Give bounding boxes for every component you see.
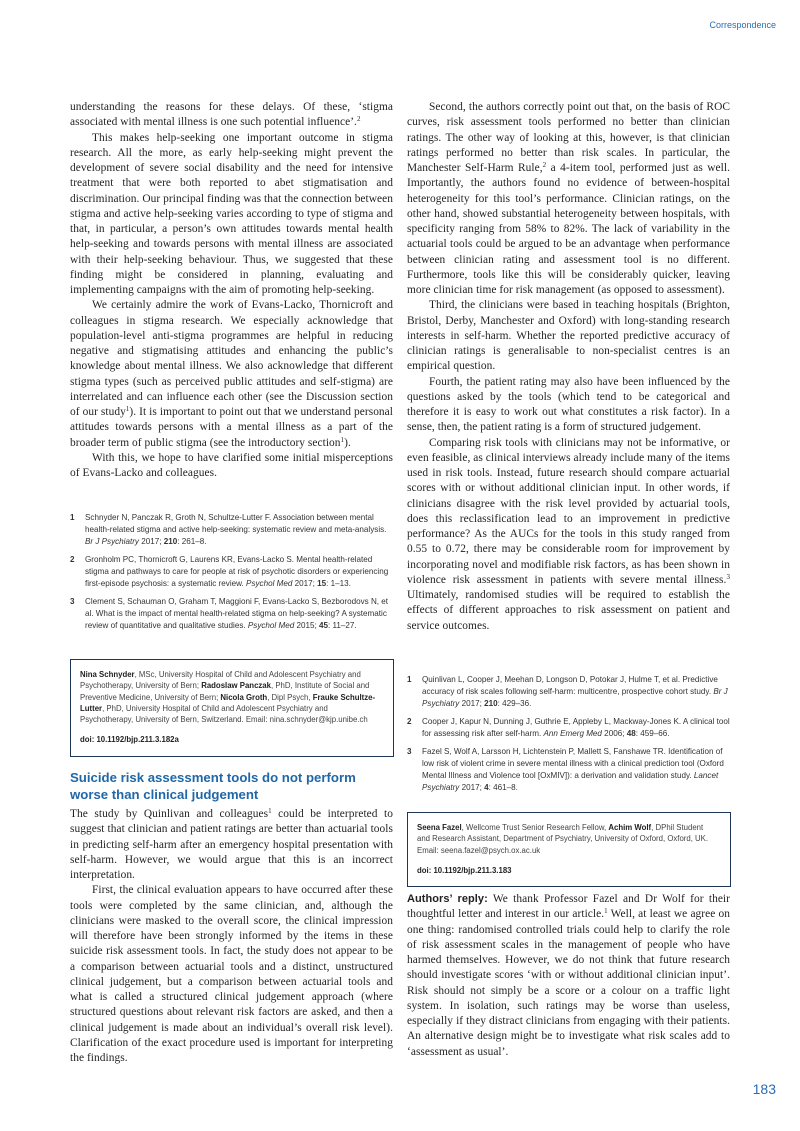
text-run: a 4-item tool, performed just as well. Importantly, the authors found no evidence of between-hospital heterogeneity for this tool’s performance. Clinician ratings, on the other hand, showed substantial heterogeneity between hospitals, with specificity ranging from 58% to 82%. The lack of variability in the actuarial tools could be argued to be an advantage when performance between clinician rating and assessment tool is no different. Furthermore, tools like this will be considerably quicker, leaving more clinician time for risk management (as opposed to assessment). xyxy=(407,162,730,296)
reference-part: Lancet Psychiatry xyxy=(422,771,719,792)
reference-part: 2017; xyxy=(459,699,485,708)
right-author-box xyxy=(407,812,731,887)
text-run: Fourth, the patient rating may also have been influenced by the questions asked by the tools (which tend to be categorical and therefore it is easy to work out what constitutes a risk factor). In a sense, then, the patient rating is a form of structured judgement. xyxy=(407,375,730,434)
reference-item xyxy=(407,674,730,710)
author-name: Achim Wolf xyxy=(608,823,652,832)
right-body-text xyxy=(407,100,730,634)
left-body-text xyxy=(70,100,393,481)
citation-superscript: 1 xyxy=(268,807,272,815)
reference-text xyxy=(422,746,730,794)
text-run: We certainly admire the work of Evans-Lacko, Thornicroft and colleagues in stigma research. We especially acknowledge that population-level anti-stigma programmes are helpful in reducing negative and stigmatising attitudes and enhancing the public’s knowledge about mental illness. We also acknowledge that different stigma types (such as perceived public attitudes and self-stigma) are interrelated and can influence each other (see the Discussion section of our study xyxy=(70,299,393,418)
reference-part: 15 xyxy=(317,579,327,588)
text-run: ). xyxy=(344,436,351,449)
page-number: 183 xyxy=(752,1081,776,1097)
reference-item xyxy=(70,554,393,590)
reference-part: 48 xyxy=(626,729,636,738)
text-run: We thank Professor Fazel and Dr Wolf for their thoughtful letter and interest in our article. xyxy=(407,893,730,921)
reference-part: 2015; xyxy=(294,621,319,630)
text-run: First, the clinical evaluation appears to have occurred after these tools were completed by the same clinician, and, although the clinicians were masked to the overall score, the clinical impression will therefore have been strongly informed by the items in these suicide risk assessment tools. In fact, the study does not appear to be a comparison between actuarial tools and a distinct, unstructured clinical judgement, but a comparison between actuarial tools and what is called a structured clinical judgement approach (where structured questions about relevant risk factors are asked, and then a clinical judgement is made about an individual’s overall risk level). Clarification of the exact procedure used is important for interpreting the findings. xyxy=(70,884,393,1064)
article-title: Suicide risk assessment tools do not perform worse than clinical judgement xyxy=(70,770,356,802)
article-body-left xyxy=(70,807,393,1066)
reference-number: 3 xyxy=(70,597,75,606)
reference-text xyxy=(422,674,730,710)
author-name: Frauke Schultze-Lutter xyxy=(80,692,376,713)
reference-item xyxy=(70,512,393,548)
reply-text xyxy=(407,893,730,1058)
text-run: Well, at least we agree on one thing: randomised controlled trials could help to clarify the role of risk assessment scales in the management of people who have harmed themselves. However, we do not think that future research should investigate scores ‘with or without additional clinician input’. Risk should not simply be a score or a colour on a traffic light system. In isolation, such ratings may be worse than useless, especially if they distract clinicians from engaging with their patients. An alternative design might be to investigate what risk scales add to ‘assessment as usual’. xyxy=(407,908,730,1058)
author-affiliations xyxy=(80,669,381,725)
reference-part: 210 xyxy=(484,699,498,708)
reference-item xyxy=(407,716,730,740)
reply-lead: Authors’ reply: xyxy=(407,893,488,905)
text-run: , PhD, Institute of Social and Preventive Medicine, University of Bern; xyxy=(80,681,370,702)
right-references xyxy=(407,674,730,800)
reference-part: Br J Psychiatry xyxy=(422,687,728,708)
reference-part: 2006; xyxy=(601,729,627,738)
text-run: With this, we hope to have clarified some initial misperceptions of Evans-Lacko and colleagues. xyxy=(70,451,393,479)
reference-part: Clement S, Schauman O, Graham T, Maggioni F, Evans-Lacko S, Bezborodovs N, et al. What is the impact of mental health-related stigma on help-seeking? A systematic review of quantitative and qualitative studies. xyxy=(85,597,389,630)
paragraph xyxy=(70,131,393,299)
text-run: Second, the authors correctly point out that, on the basis of ROC curves, risk assessment tools performed no better than clinician ratings. The other way of looking at this, however, is that clinician ratings performed no better than risk scales. In particular, the Manchester Self-Harm Rule, xyxy=(407,101,730,174)
text-run: ). It is important to point out that we understand personal attitudes towards persons with a mental illness as a part of the broader term of public stigma (see the introductory section xyxy=(70,406,394,449)
reference-number: 2 xyxy=(70,555,75,564)
paragraph xyxy=(70,100,393,131)
reference-part: Br J Psychiatry xyxy=(85,537,139,546)
reference-text xyxy=(85,554,393,590)
citation-superscript: 1 xyxy=(125,405,130,413)
text-run: could be interpreted to suggest that clinician and patient ratings are better than actuarial tools in predicting self-harm after an emergency hospital presentation with self-harm. However, we would argue that this is an incorrect interpretation. xyxy=(70,808,394,881)
reference-part: : 459–66. xyxy=(635,729,670,738)
citation-superscript: 3 xyxy=(726,572,730,581)
author-name: Nicola Groth xyxy=(220,692,268,702)
left-references xyxy=(70,512,393,638)
citation-superscript: 1 xyxy=(340,435,345,444)
paragraph xyxy=(407,298,730,374)
reference-part: 2017; xyxy=(138,537,164,546)
text-run: Third, the clinicians were based in teaching hospitals (Brighton, Bristol, Derby, Manchester and Oxford) with long-standing research interests in self-harm. Whether the reported predictive accuracy of clinician ratings is generalisable to non-specialist centres is an empirical question. xyxy=(407,299,730,373)
reference-item xyxy=(407,746,730,794)
author-name: Radoslaw Panczak xyxy=(201,681,271,691)
reference-part: 2017; xyxy=(292,579,318,588)
reference-part: Gronholm PC, Thornicroft G, Laurens KR, Evans-Lacko S. Mental health-related stigma and pathways to care for people at risk of psychotic disorders or experiencing first-episode psychosis: a systematic review. xyxy=(85,555,389,588)
reference-part: Psychol Med xyxy=(247,621,295,630)
reference-part: 4 xyxy=(484,783,489,792)
reference-part: : 1–13. xyxy=(326,579,351,588)
reference-part: : 461–8. xyxy=(488,783,518,792)
reference-item xyxy=(70,596,393,632)
reference-number: 3 xyxy=(407,747,412,756)
reference-part: : 429–36. xyxy=(497,699,532,708)
reference-part: 2017; xyxy=(459,783,485,792)
reference-text xyxy=(85,596,393,632)
reference-number: 2 xyxy=(407,717,412,726)
reference-text xyxy=(422,716,730,740)
reference-number: 1 xyxy=(407,675,412,684)
citation-superscript: 2 xyxy=(356,115,361,124)
paragraph xyxy=(70,807,393,883)
reference-part: : 261–8. xyxy=(177,537,207,546)
doi[interactable]: doi: 10.1192/bjp.211.3.182a xyxy=(80,735,179,745)
text-run: Comparing risk tools with clinicians may not be informative, or even feasible, as clinical interviews already include many of the items used in risk tools. Instead, future research should compare actuarial scores with or without additional clinician input. In other words, if clinicians disagree with the risk level provided by actuarial tools, does this reclassification lead to an improvement in predictive performance? As the AUCs for the tools in this study ranged from 0.55 to 0.72, there may be considerable room for improvement by incorporating novel and modifiable risk factors, as has been shown in violence risk assessment in patients with severe mental illness. xyxy=(407,436,730,586)
section-header: Correspondence xyxy=(709,20,776,30)
author-name: Seena Fazel xyxy=(417,823,462,832)
text-run: , PhD, University Hospital of Child and Adolescent Psychiatry and Psychotherapy, University of Bern, Switzerland. Email: nina.schnyder@kjp.unibe.ch xyxy=(80,703,368,725)
text-run: , Wellcome Trust Senior Research Fellow, xyxy=(461,823,609,832)
reference-number: 1 xyxy=(70,513,75,522)
reference-part: : 11–27. xyxy=(328,621,357,630)
paragraph xyxy=(407,436,730,634)
author-name: Nina Schnyder xyxy=(80,670,135,679)
paragraph xyxy=(407,100,730,298)
paragraph xyxy=(70,451,393,482)
citation-superscript: 2 xyxy=(542,161,547,169)
text-run: , MSc, University Hospital of Child and Adolescent Psychiatry and Psychotherapy, University of Bern; xyxy=(80,670,361,691)
paragraph xyxy=(70,883,393,1066)
reference-part: 210 xyxy=(163,537,178,546)
author-affiliations xyxy=(417,822,718,856)
text-run: The study by Quinlivan and colleagues xyxy=(70,808,269,820)
reference-part: Ann Emerg Med xyxy=(543,729,602,738)
reference-part: Quinlivan L, Cooper J, Meehan D, Longson D, Potokar J, Hulme T, et al. Predictive accuracy of risk scales following self-harm: multicentre, prospective cohort study. xyxy=(422,675,718,696)
reference-part: Schnyder N, Panczak R, Groth N, Schultze-Lutter F. Association between mental health-related stigma and active help-seeking: systematic review and meta-analysis. xyxy=(85,513,387,534)
paragraph xyxy=(407,375,730,436)
paragraph xyxy=(70,298,393,451)
text-run: Ultimately, randomised studies will be required to establish the effects of different approaches to risk assessment on patient and service outcomes. xyxy=(407,589,730,632)
text-run: understanding the reasons for these delays. Of these, ‘stigma associated with mental illness is one such potential influence’. xyxy=(70,101,393,129)
reference-part: Fazel S, Wolf A, Larsson H, Lichtenstein P, Mallett S, Fanshawe TR. Identification of low risk of violent crime in severe mental illness with a clinical prediction tool (Oxford Mental Illness and Violence tool [OxMIV]): a derivation and validation study. xyxy=(422,747,724,780)
reference-part: 45 xyxy=(318,621,328,630)
text-run: , DPhil Student and Research Assistant, Department of Psychiatry, University of Oxford, Oxford, UK. Email: seena.fazel@psych.ox.ac.uk xyxy=(417,823,709,855)
authors-reply xyxy=(407,892,730,1060)
citation-superscript: 1 xyxy=(604,907,608,916)
left-author-box xyxy=(70,659,394,757)
reference-part: Psychol Med xyxy=(246,579,293,588)
reference-text xyxy=(85,512,393,548)
text-run: This makes help-seeking one important outcome in stigma research. All the more, as early help-seeking might prevent the development of severe social disability and the need for intensive treatment that were both reported to abet stigmatisation and discrimination. Our principal finding was that the connection between stigma and active help-seeking varies according to type of stigma and that, in particular, a person’s own attitudes towards mental health help-seeking and towards persons with mental illness are associated with their help-seeking behaviour. Thus, we suggested that these finding might be considered in planning, evaluating and implementing campaigns with the aim of promoting help-seeking. xyxy=(70,131,393,296)
doi[interactable]: doi: 10.1192/bjp.211.3.183 xyxy=(417,865,512,875)
text-run: , Dipl Psych, xyxy=(267,692,313,702)
reference-part: Cooper J, Kapur N, Dunning J, Guthrie E, Appleby L, Mackway-Jones K. A clinical tool for assessing risk after self-harm. xyxy=(422,717,730,738)
